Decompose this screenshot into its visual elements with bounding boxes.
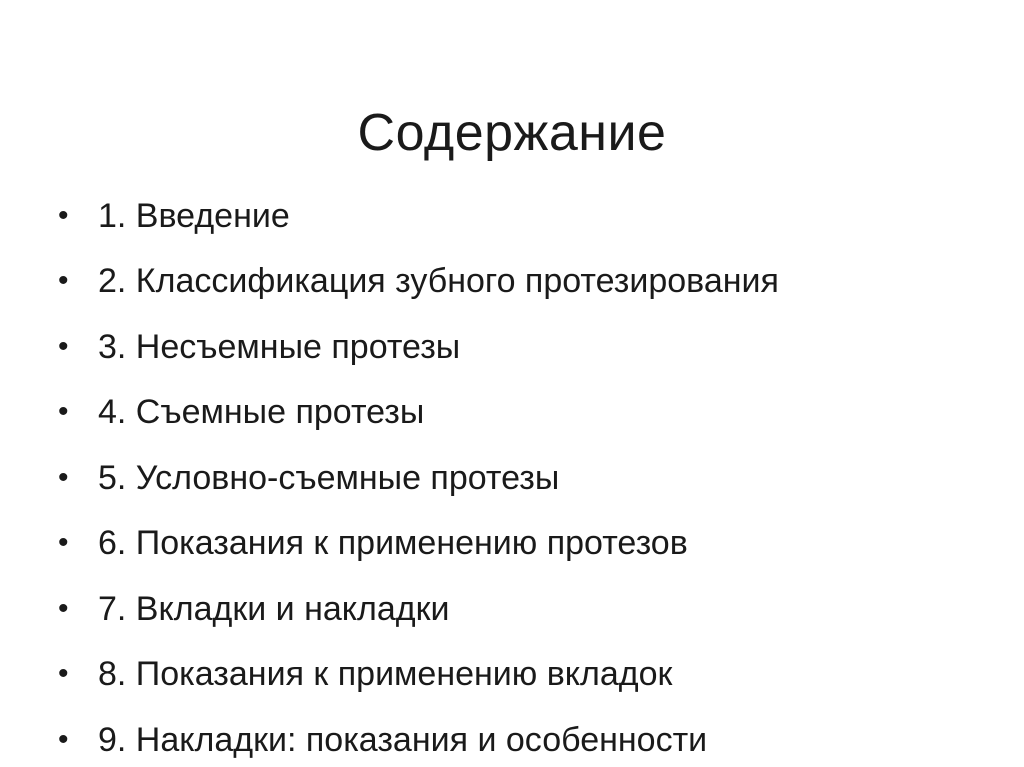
bullet-icon: • xyxy=(58,329,69,363)
bullet-icon: • xyxy=(58,460,69,494)
bullet-icon: • xyxy=(58,591,69,625)
bullet-icon: • xyxy=(58,526,69,560)
list-item xyxy=(58,445,998,511)
list-item xyxy=(58,314,998,380)
bullet-icon: • xyxy=(58,198,69,232)
bullet-icon: • xyxy=(58,722,69,756)
list-item-text: 6. Показания к применению протезов xyxy=(98,524,688,563)
list-item-text: 1. Введение xyxy=(98,196,290,235)
list-item-text: 3. Несъемные протезы xyxy=(98,327,461,366)
list-item-text: 5. Условно-съемные протезы xyxy=(98,458,560,497)
list-item xyxy=(58,642,998,708)
bullet-icon: • xyxy=(58,395,69,429)
list-item xyxy=(58,183,998,249)
list-item-text: 8. Показания к применению вкладок xyxy=(98,655,673,694)
list-item-text: 7. Вкладки и накладки xyxy=(98,589,450,628)
list-item-text: 4. Съемные протезы xyxy=(98,393,425,432)
list-item xyxy=(58,576,998,642)
list-item-text: 2. Классификация зубного протезирования xyxy=(98,262,779,301)
slide-title: Содержание xyxy=(357,103,667,162)
bullet-icon: • xyxy=(58,264,69,298)
list-item xyxy=(58,380,998,446)
bullet-icon: • xyxy=(58,657,69,691)
list-item xyxy=(58,707,998,767)
contents-list xyxy=(58,183,998,767)
list-item-text: 9. Накладки: показания и особенности xyxy=(98,720,708,759)
list-item xyxy=(58,511,998,577)
list-item xyxy=(58,249,998,315)
